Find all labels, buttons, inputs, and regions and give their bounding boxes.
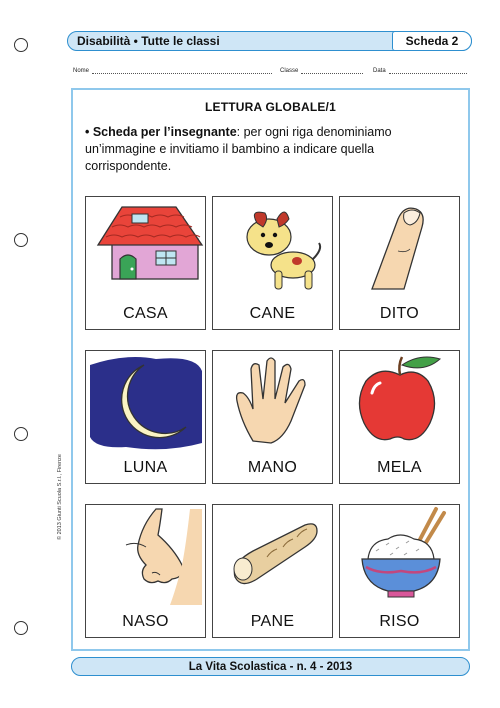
card-mela[interactable] (339, 350, 460, 484)
card-word: CANE (249, 305, 296, 322)
footer-bar (71, 657, 470, 676)
nose-icon (86, 505, 205, 609)
card-luna[interactable] (85, 350, 206, 484)
card-word: CASA (123, 305, 168, 322)
name-line (92, 68, 272, 74)
worksheet-title: LETTURA GLOBALE/1 (205, 100, 336, 114)
card-word: RISO (379, 613, 420, 630)
class-field[interactable] (280, 68, 370, 74)
footer-publication: La Vita Scolastica - n. 4 - 2013 (188, 660, 353, 673)
card-word: MELA (377, 459, 422, 476)
apple-icon (340, 351, 459, 455)
name-label: Nome (73, 68, 90, 74)
card-mano[interactable] (212, 350, 333, 484)
card-word: LUNA (123, 459, 168, 476)
finger-icon (340, 197, 459, 301)
copyright-notice: © 2013 Giunti Scuola S.r.l., Firenze (57, 454, 63, 540)
teacher-instruction (85, 124, 457, 175)
binder-hole (14, 621, 28, 635)
card-naso[interactable] (85, 504, 206, 638)
date-line (389, 68, 467, 74)
bread-icon (213, 505, 332, 609)
card-dito[interactable] (339, 196, 460, 330)
binder-hole (14, 38, 28, 52)
date-label: Data (373, 68, 386, 74)
date-field[interactable] (373, 68, 471, 74)
binder-hole (14, 427, 28, 441)
house-icon (86, 197, 205, 301)
header-bar (67, 31, 472, 51)
card-riso[interactable] (339, 504, 460, 638)
rice-bowl-icon (340, 505, 459, 609)
card-pane[interactable] (212, 504, 333, 638)
header-category: Disabilità • Tutte le classi (77, 34, 220, 48)
hand-icon (213, 351, 332, 455)
binder-hole (14, 233, 28, 247)
moon-icon (86, 351, 205, 455)
worksheet-frame (71, 88, 470, 651)
card-word: DITO (379, 305, 420, 322)
instruction-text: : per ogni riga denominiamo un’immagine e invitiamo il bambino a indicare quella corrispondente. (85, 125, 392, 173)
name-field[interactable] (73, 68, 278, 74)
class-line (301, 68, 363, 74)
card-word: NASO (122, 613, 169, 630)
class-label: Classe (280, 68, 299, 74)
instruction-heading: • Scheda per l’insegnante (85, 125, 237, 139)
card-word: MANO (247, 459, 298, 476)
sheet-number-label: Scheda 2 (405, 34, 459, 48)
card-word: PANE (250, 613, 295, 630)
card-cane[interactable] (212, 196, 333, 330)
card-casa[interactable] (85, 196, 206, 330)
sheet-number-badge (392, 31, 472, 51)
dog-icon (213, 197, 332, 301)
student-fields (73, 68, 471, 78)
